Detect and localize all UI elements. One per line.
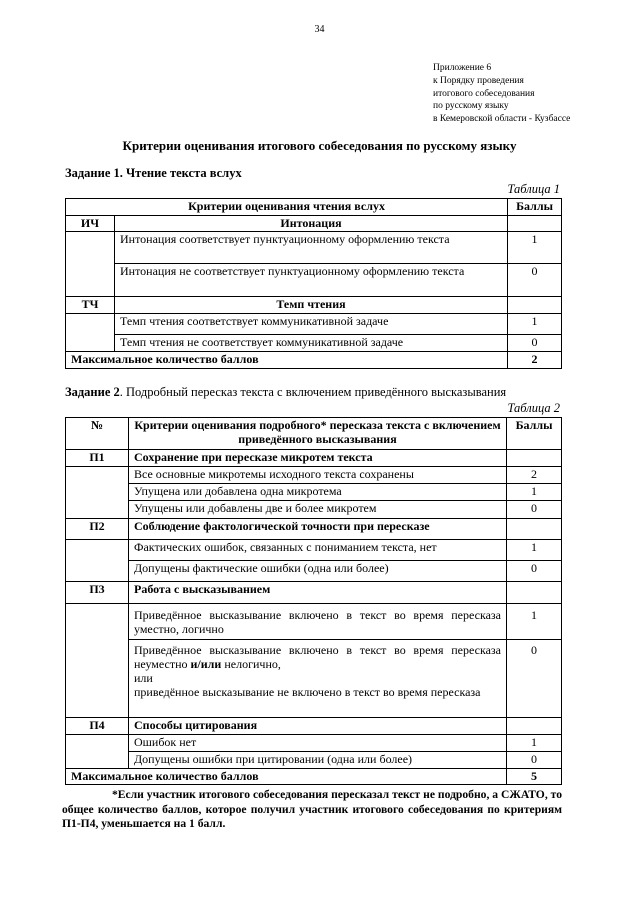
table2-row [66,752,562,769]
criterion-code: ИЧ [66,216,115,232]
criterion-score: 1 [508,314,562,335]
criterion-text: Темп чтения соответствует коммуникативной задаче [115,314,508,335]
table1-row [66,232,562,264]
table1-header [66,199,562,216]
table2 [65,417,562,785]
criterion-score: 1 [507,735,562,752]
criterion-text-part: Приведённое высказывание включено в текст во время пересказа неуместно [134,643,501,671]
task2-title [65,385,506,400]
criterion-score: 1 [507,540,562,561]
criterion-text: Фактических ошибок, связанных с пониманием текста, нет [129,540,507,561]
max-score-label: Максимальное количество баллов [66,352,508,369]
max-score-value: 5 [507,769,562,785]
appendix-note [433,62,570,126]
criterion-text: Упущены или добавлены две и более микротем [129,501,507,519]
table2-header-score: Баллы [507,418,562,450]
criterion-score: 1 [508,232,562,264]
task2-title-bold: Задание 2 [65,385,120,399]
table2-row [66,540,562,561]
table2-row [66,501,562,519]
table2-row [66,467,562,484]
criterion-text: Упущена или добавлена одна микротема [129,484,507,501]
criterion-score: 0 [507,501,562,519]
appendix-line: по русскому языку [433,101,509,112]
criterion-text: Темп чтения не соответствует коммуникативной задаче [115,335,508,352]
table1-max-row [66,352,562,369]
criterion-section: Работа с высказыванием [129,582,507,604]
criterion-score: 0 [507,752,562,769]
page-number: 34 [314,24,325,35]
criterion-text: Интонация не соответствует пунктуационному оформлению текста [115,264,508,297]
table2-section-row [66,718,562,735]
criterion-score: 0 [508,264,562,297]
criterion-code: П2 [66,519,129,540]
max-score-value: 2 [508,352,562,369]
criterion-text: Интонация соответствует пунктуационному оформлению текста [115,232,508,264]
table1-section-row [66,297,562,314]
criterion-text: Ошибок нет [129,735,507,752]
criterion-score: 1 [507,484,562,501]
footnote: *Если участник итогового собеседования пересказал текст не подробно, а СЖАТО, то общее количество баллов, которое получил участник итогового собеседования по критериям П1-П4, уменьшается на 1 балл. [62,788,562,830]
max-score-label: Максимальное количество баллов [66,769,507,785]
table2-section-row [66,519,562,540]
criterion-section: Интонация [115,216,508,232]
table1-caption: Таблица 1 [507,182,560,196]
criterion-code: П1 [66,450,129,467]
table2-row [66,735,562,752]
table2-section-row [66,450,562,467]
table1-row [66,314,562,335]
criterion-text: Все основные микротемы исходного текста сохранены [129,467,507,484]
table2-row [66,640,562,718]
criterion-text-bold: и/или [190,657,222,671]
appendix-line: итогового собеседования [433,88,535,99]
task2-title-rest: . Подробный пересказ текста с включением приведённого высказывания [119,385,507,399]
criterion-code: П4 [66,718,129,735]
table2-caption: Таблица 2 [507,401,560,415]
table1-row [66,335,562,352]
task1-title [65,166,242,181]
appendix-line: к Порядку проведения [433,75,524,86]
criterion-text-part: приведённое высказывание не включено в текст во время пересказа [134,685,481,699]
criterion-text: Допущены ошибки при цитировании (одна или более) [129,752,507,769]
table2-header-criteria: Критерии оценивания подробного* пересказа текста с включением приведённого высказывания [129,418,507,450]
table2-header [66,418,562,450]
criterion-code: ТЧ [66,297,115,314]
table1-section-row [66,216,562,232]
criterion-text-or: или [134,671,153,685]
criterion-text-part: нелогично, [221,657,281,671]
task1-title-rest: . Чтение текста вслух [119,166,242,180]
criterion-section: Соблюдение фактологической точности при пересказе [129,519,507,540]
table2-row [66,561,562,582]
table1 [65,198,562,369]
table2-max-row [66,769,562,785]
task1-title-bold: Задание 1 [65,166,120,180]
table1-header-score: Баллы [508,199,562,216]
table2-section-row [66,582,562,604]
table2-row [66,604,562,640]
table1-header-criteria: Критерии оценивания чтения вслух [66,199,508,216]
criterion-score: 1 [507,604,562,640]
appendix-line: Приложение 6 [433,63,492,73]
document-title: Критерии оценивания итогового собеседования по русскому языку [122,138,517,153]
criterion-section: Способы цитирования [129,718,507,735]
criterion-text: Приведённое высказывание включено в текст во время пересказа уместно, логично [129,604,507,640]
criterion-score: 2 [507,467,562,484]
table2-header-num: № [66,418,129,450]
criterion-score: 0 [507,640,562,718]
criterion-text [129,640,507,718]
criterion-section: Сохранение при пересказе микротем текста [129,450,507,467]
table1-row [66,264,562,297]
criterion-text: Допущены фактические ошибки (одна или более) [129,561,507,582]
table2-row [66,484,562,501]
criterion-code: П3 [66,582,129,604]
criterion-score: 0 [507,561,562,582]
criterion-score: 0 [508,335,562,352]
criterion-section: Темп чтения [115,297,508,314]
appendix-line: в Кемеровской области - Кузбассе [433,114,571,125]
